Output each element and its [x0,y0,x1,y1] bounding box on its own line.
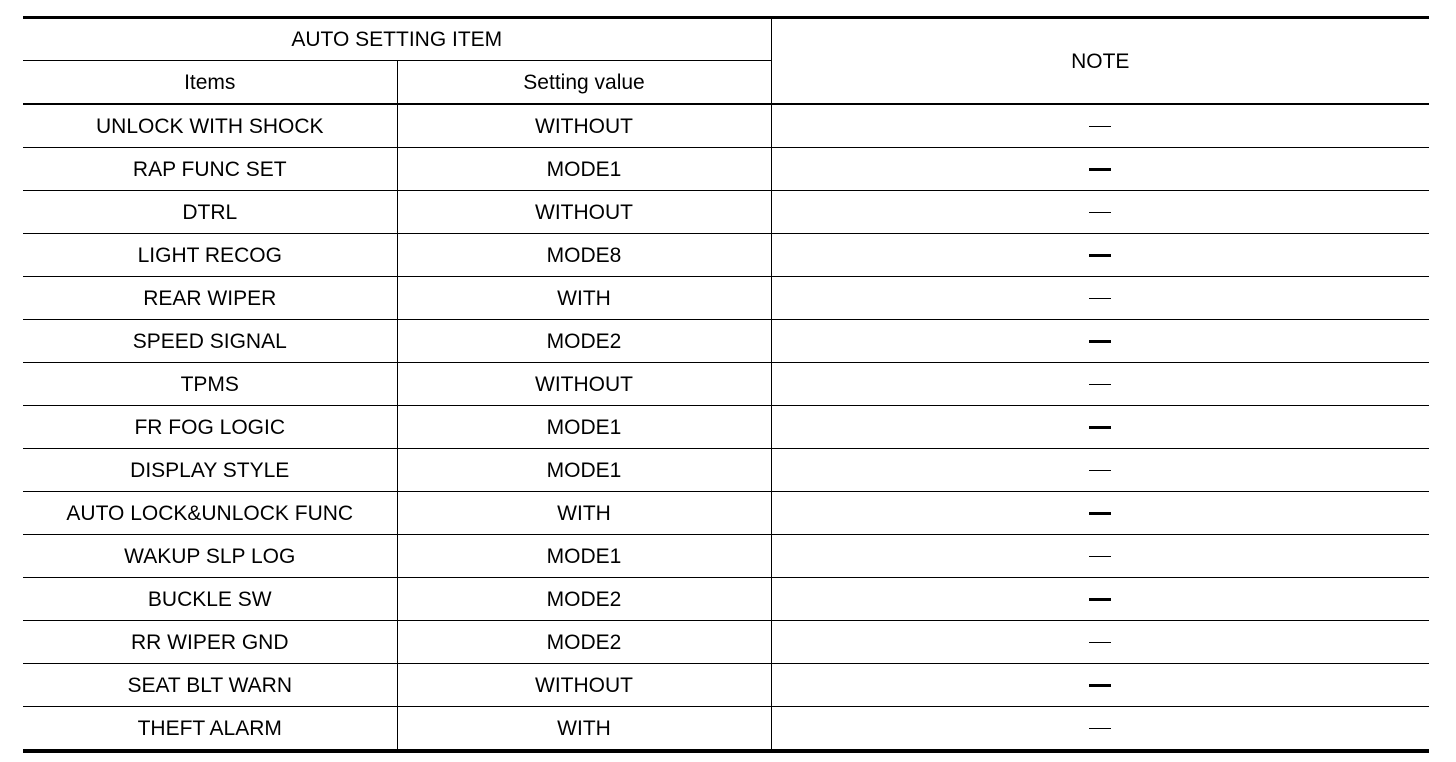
setting-value-cell: WITHOUT [397,363,771,406]
setting-value-cell: WITH [397,707,771,752]
table-body [23,104,1429,751]
item-cell: BUCKLE SW [23,578,397,621]
note-cell [771,707,1429,752]
setting-value-cell: MODE2 [397,578,771,621]
note-cell [771,104,1429,148]
item-cell: UNLOCK WITH SHOCK [23,104,397,148]
note-dash [1089,340,1111,343]
note-cell [771,406,1429,449]
table-row [23,664,1429,707]
item-cell: AUTO LOCK&UNLOCK FUNC [23,492,397,535]
setting-value-cell: WITHOUT [397,104,771,148]
table-row [23,320,1429,363]
setting-value-cell: MODE1 [397,406,771,449]
note-cell [771,664,1429,707]
item-cell: SPEED SIGNAL [23,320,397,363]
table-row [23,363,1429,406]
setting-value-cell: WITH [397,492,771,535]
table-row [23,707,1429,752]
setting-value-cell: WITHOUT [397,664,771,707]
note-dash [1089,556,1111,557]
setting-value-cell: MODE2 [397,621,771,664]
table-row [23,492,1429,535]
setting-value-cell: MODE1 [397,535,771,578]
table-row [23,406,1429,449]
table-row [23,621,1429,664]
table-row [23,104,1429,148]
setting-value-cell: MODE1 [397,148,771,191]
table-row [23,148,1429,191]
note-dash [1089,212,1111,213]
header-row-group [23,18,1429,61]
note-dash [1089,642,1111,643]
setting-value-cell: MODE8 [397,234,771,277]
note-dash [1089,598,1111,601]
note-cell [771,578,1429,621]
items-header: Items [23,61,397,105]
note-dash [1089,684,1111,687]
item-cell: DTRL [23,191,397,234]
note-dash [1089,470,1111,471]
note-cell [771,535,1429,578]
setting-value-cell: MODE1 [397,449,771,492]
table-row [23,277,1429,320]
table-row [23,234,1429,277]
note-dash [1089,254,1111,257]
setting-value-cell: WITHOUT [397,191,771,234]
auto-setting-item-header: AUTO SETTING ITEM [291,28,503,51]
item-cell: RR WIPER GND [23,621,397,664]
note-header: NOTE [771,18,1429,105]
item-cell: LIGHT RECOG [23,234,397,277]
item-cell: SEAT BLT WARN [23,664,397,707]
note-cell [771,234,1429,277]
item-cell: TPMS [23,363,397,406]
note-cell [771,320,1429,363]
auto-setting-table [23,16,1429,753]
note-dash [1089,126,1111,127]
table-row [23,191,1429,234]
table-row [23,535,1429,578]
note-dash [1089,426,1111,429]
table-row [23,449,1429,492]
note-dash [1089,168,1111,171]
setting-value-header: Setting value [397,61,771,105]
note-cell [771,191,1429,234]
note-dash [1089,728,1111,729]
item-cell: THEFT ALARM [23,707,397,752]
note-dash [1089,298,1111,299]
note-cell [771,277,1429,320]
note-cell [771,363,1429,406]
setting-value-cell: WITH [397,277,771,320]
note-cell [771,621,1429,664]
table-row [23,578,1429,621]
note-cell [771,492,1429,535]
note-dash [1089,384,1111,385]
note-dash [1089,512,1111,515]
note-cell [771,148,1429,191]
item-cell: WAKUP SLP LOG [23,535,397,578]
table-header [23,18,1429,105]
note-cell [771,449,1429,492]
item-cell: DISPLAY STYLE [23,449,397,492]
item-cell: RAP FUNC SET [23,148,397,191]
item-cell: REAR WIPER [23,277,397,320]
item-cell: FR FOG LOGIC [23,406,397,449]
setting-value-cell: MODE2 [397,320,771,363]
